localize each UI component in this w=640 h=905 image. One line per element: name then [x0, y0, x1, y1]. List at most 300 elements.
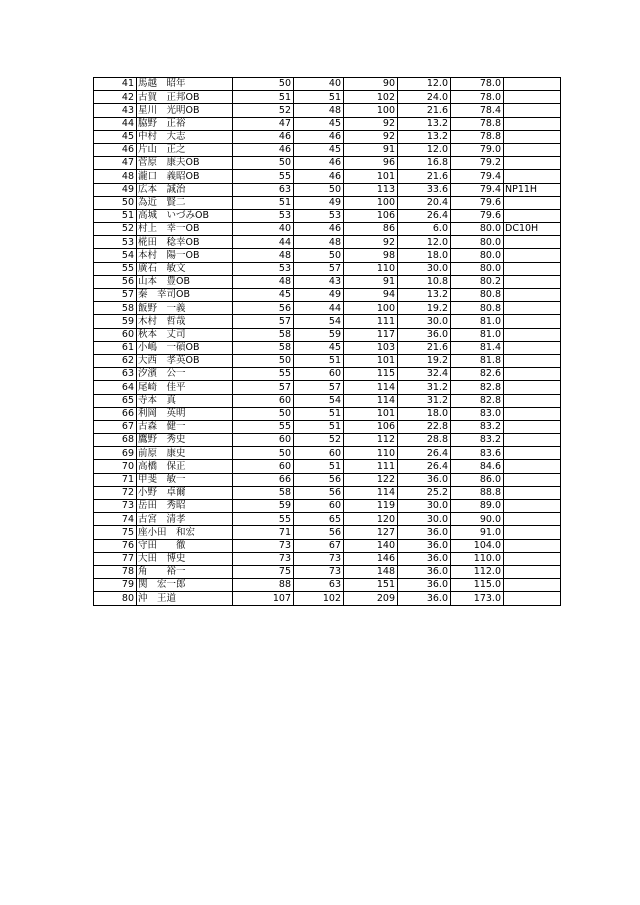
rank-cell: 77 [94, 552, 137, 565]
table-row [94, 592, 561, 605]
total-cell: 122 [344, 473, 398, 486]
handicap-cell: 18.0 [398, 249, 451, 262]
score-b-cell: 60 [294, 368, 344, 381]
score-a-cell: 51 [233, 196, 294, 209]
score-b-cell: 56 [294, 486, 344, 499]
note-cell [504, 592, 561, 605]
note-cell: DC10H [504, 223, 561, 236]
player-name-cell: 沖 王道 [137, 592, 233, 605]
score-a-cell: 73 [233, 552, 294, 565]
score-a-cell: 50 [233, 407, 294, 420]
rank-cell: 46 [94, 143, 137, 156]
note-cell [504, 539, 561, 552]
score-b-cell: 46 [294, 223, 344, 236]
total-cell: 91 [344, 143, 398, 156]
net-score-cell: 81.0 [451, 328, 504, 341]
note-cell [504, 460, 561, 473]
score-a-cell: 59 [233, 500, 294, 513]
note-cell [504, 170, 561, 183]
player-name-cell: 高橋 保正 [137, 460, 233, 473]
player-name-cell: 馬越 昭年 [137, 78, 233, 91]
player-name-cell: 小嶋 一碩OB [137, 341, 233, 354]
handicap-cell: 30.0 [398, 500, 451, 513]
rank-cell: 67 [94, 420, 137, 433]
net-score-cell: 80.8 [451, 289, 504, 302]
table-row [94, 249, 561, 262]
handicap-cell: 21.6 [398, 104, 451, 117]
rank-cell: 73 [94, 500, 137, 513]
score-b-cell: 73 [294, 552, 344, 565]
note-cell [504, 236, 561, 249]
score-b-cell: 53 [294, 209, 344, 222]
net-score-cell: 78.0 [451, 78, 504, 91]
score-b-cell: 50 [294, 249, 344, 262]
score-b-cell: 51 [294, 407, 344, 420]
score-b-cell: 50 [294, 183, 344, 196]
handicap-cell: 25.2 [398, 486, 451, 499]
rank-cell: 79 [94, 579, 137, 592]
net-score-cell: 81.8 [451, 354, 504, 367]
score-a-cell: 45 [233, 289, 294, 302]
note-cell [504, 196, 561, 209]
note-cell [504, 526, 561, 539]
table-row [94, 354, 561, 367]
score-a-cell: 50 [233, 354, 294, 367]
table-row [94, 394, 561, 407]
score-b-cell: 54 [294, 315, 344, 328]
score-b-cell: 48 [294, 236, 344, 249]
score-b-cell: 40 [294, 78, 344, 91]
score-a-cell: 55 [233, 368, 294, 381]
rank-cell: 42 [94, 91, 137, 104]
total-cell: 209 [344, 592, 398, 605]
total-cell: 114 [344, 394, 398, 407]
handicap-cell: 10.8 [398, 275, 451, 288]
player-name-cell: 瀧口 義昭OB [137, 170, 233, 183]
table-row [94, 447, 561, 460]
net-score-cell: 115.0 [451, 579, 504, 592]
score-b-cell: 43 [294, 275, 344, 288]
handicap-cell: 13.2 [398, 289, 451, 302]
player-name-cell: 利岡 英明 [137, 407, 233, 420]
rank-cell: 59 [94, 315, 137, 328]
handicap-cell: 33.6 [398, 183, 451, 196]
player-name-cell: 古森 健一 [137, 420, 233, 433]
total-cell: 98 [344, 249, 398, 262]
handicap-cell: 30.0 [398, 513, 451, 526]
total-cell: 117 [344, 328, 398, 341]
score-b-cell: 45 [294, 143, 344, 156]
score-a-cell: 50 [233, 447, 294, 460]
score-a-cell: 107 [233, 592, 294, 605]
rank-cell: 68 [94, 434, 137, 447]
rank-cell: 48 [94, 170, 137, 183]
total-cell: 148 [344, 565, 398, 578]
handicap-cell: 30.0 [398, 315, 451, 328]
net-score-cell: 82.8 [451, 381, 504, 394]
table-row [94, 143, 561, 156]
rank-cell: 70 [94, 460, 137, 473]
note-cell: NP11H [504, 183, 561, 196]
note-cell [504, 579, 561, 592]
score-a-cell: 60 [233, 434, 294, 447]
score-a-cell: 58 [233, 486, 294, 499]
player-name-cell: 菅原 康夫OB [137, 157, 233, 170]
rank-cell: 76 [94, 539, 137, 552]
player-name-cell: 大西 孝英OB [137, 354, 233, 367]
net-score-cell: 80.0 [451, 236, 504, 249]
handicap-cell: 18.0 [398, 407, 451, 420]
player-name-cell: 寺本 真 [137, 394, 233, 407]
table-row [94, 526, 561, 539]
rank-cell: 50 [94, 196, 137, 209]
note-cell [504, 420, 561, 433]
net-score-cell: 78.4 [451, 104, 504, 117]
player-name-cell: 村上 幸一OB [137, 223, 233, 236]
score-b-cell: 44 [294, 302, 344, 315]
net-score-cell: 83.2 [451, 434, 504, 447]
table-row [94, 104, 561, 117]
score-b-cell: 49 [294, 289, 344, 302]
rank-cell: 52 [94, 223, 137, 236]
player-name-cell: 中村 大志 [137, 130, 233, 143]
rank-cell: 72 [94, 486, 137, 499]
rank-cell: 60 [94, 328, 137, 341]
table-row [94, 117, 561, 130]
rank-cell: 56 [94, 275, 137, 288]
table-row [94, 209, 561, 222]
net-score-cell: 91.0 [451, 526, 504, 539]
score-b-cell: 48 [294, 104, 344, 117]
note-cell [504, 500, 561, 513]
total-cell: 115 [344, 368, 398, 381]
rank-cell: 69 [94, 447, 137, 460]
handicap-cell: 24.0 [398, 91, 451, 104]
net-score-cell: 78.8 [451, 117, 504, 130]
score-a-cell: 48 [233, 249, 294, 262]
player-name-cell: 岳田 秀昭 [137, 500, 233, 513]
handicap-cell: 20.4 [398, 196, 451, 209]
note-cell [504, 381, 561, 394]
total-cell: 91 [344, 275, 398, 288]
handicap-cell: 36.0 [398, 526, 451, 539]
score-b-cell: 57 [294, 262, 344, 275]
handicap-cell: 36.0 [398, 579, 451, 592]
score-b-cell: 63 [294, 579, 344, 592]
score-b-cell: 45 [294, 117, 344, 130]
net-score-cell: 82.6 [451, 368, 504, 381]
table-row [94, 196, 561, 209]
score-a-cell: 55 [233, 170, 294, 183]
note-cell [504, 552, 561, 565]
score-b-cell: 46 [294, 130, 344, 143]
table-row [94, 368, 561, 381]
handicap-cell: 19.2 [398, 302, 451, 315]
table-row [94, 78, 561, 91]
total-cell: 111 [344, 460, 398, 473]
handicap-cell: 36.0 [398, 592, 451, 605]
total-cell: 119 [344, 500, 398, 513]
table-row [94, 341, 561, 354]
player-name-cell: 高城 いづみOB [137, 209, 233, 222]
table-row [94, 157, 561, 170]
total-cell: 103 [344, 341, 398, 354]
note-cell [504, 354, 561, 367]
net-score-cell: 110.0 [451, 552, 504, 565]
net-score-cell: 81.0 [451, 315, 504, 328]
rank-cell: 58 [94, 302, 137, 315]
score-b-cell: 67 [294, 539, 344, 552]
note-cell [504, 434, 561, 447]
note-cell [504, 289, 561, 302]
table-row [94, 473, 561, 486]
results-table-body [94, 78, 561, 606]
score-a-cell: 46 [233, 143, 294, 156]
player-name-cell: 座小田 和宏 [137, 526, 233, 539]
net-score-cell: 78.8 [451, 130, 504, 143]
rank-cell: 64 [94, 381, 137, 394]
note-cell [504, 394, 561, 407]
score-b-cell: 51 [294, 420, 344, 433]
score-a-cell: 50 [233, 78, 294, 91]
table-row [94, 513, 561, 526]
table-row [94, 552, 561, 565]
net-score-cell: 173.0 [451, 592, 504, 605]
score-b-cell: 46 [294, 157, 344, 170]
score-a-cell: 50 [233, 157, 294, 170]
player-name-cell: 星川 光明OB [137, 104, 233, 117]
player-name-cell: 鷹野 秀史 [137, 434, 233, 447]
score-b-cell: 57 [294, 381, 344, 394]
table-row [94, 420, 561, 433]
score-b-cell: 73 [294, 565, 344, 578]
total-cell: 127 [344, 526, 398, 539]
score-a-cell: 71 [233, 526, 294, 539]
net-score-cell: 79.4 [451, 170, 504, 183]
rank-cell: 51 [94, 209, 137, 222]
total-cell: 101 [344, 354, 398, 367]
net-score-cell: 90.0 [451, 513, 504, 526]
score-b-cell: 56 [294, 526, 344, 539]
player-name-cell: 廣石 敏文 [137, 262, 233, 275]
note-cell [504, 209, 561, 222]
score-b-cell: 51 [294, 354, 344, 367]
score-b-cell: 49 [294, 196, 344, 209]
total-cell: 106 [344, 209, 398, 222]
total-cell: 151 [344, 579, 398, 592]
player-name-cell: 大田 博史 [137, 552, 233, 565]
net-score-cell: 79.6 [451, 209, 504, 222]
rank-cell: 53 [94, 236, 137, 249]
table-row [94, 223, 561, 236]
note-cell [504, 78, 561, 91]
net-score-cell: 80.0 [451, 262, 504, 275]
handicap-cell: 36.0 [398, 328, 451, 341]
net-score-cell: 80.0 [451, 223, 504, 236]
handicap-cell: 30.0 [398, 262, 451, 275]
total-cell: 106 [344, 420, 398, 433]
handicap-cell: 31.2 [398, 381, 451, 394]
rank-cell: 63 [94, 368, 137, 381]
player-name-cell: 椛田 稔幸OB [137, 236, 233, 249]
player-name-cell: 本村 陽一OB [137, 249, 233, 262]
player-name-cell: 甲斐 敏一 [137, 473, 233, 486]
handicap-cell: 36.0 [398, 539, 451, 552]
total-cell: 112 [344, 434, 398, 447]
note-cell [504, 104, 561, 117]
score-a-cell: 53 [233, 262, 294, 275]
score-a-cell: 66 [233, 473, 294, 486]
net-score-cell: 79.6 [451, 196, 504, 209]
score-b-cell: 102 [294, 592, 344, 605]
handicap-cell: 26.4 [398, 209, 451, 222]
rank-cell: 78 [94, 565, 137, 578]
handicap-cell: 21.6 [398, 170, 451, 183]
score-b-cell: 65 [294, 513, 344, 526]
rank-cell: 45 [94, 130, 137, 143]
table-row [94, 434, 561, 447]
total-cell: 111 [344, 315, 398, 328]
note-cell [504, 565, 561, 578]
net-score-cell: 83.6 [451, 447, 504, 460]
rank-cell: 57 [94, 289, 137, 302]
table-row [94, 262, 561, 275]
rank-cell: 61 [94, 341, 137, 354]
net-score-cell: 83.0 [451, 407, 504, 420]
score-a-cell: 52 [233, 104, 294, 117]
score-b-cell: 59 [294, 328, 344, 341]
total-cell: 100 [344, 302, 398, 315]
table-row [94, 236, 561, 249]
rank-cell: 47 [94, 157, 137, 170]
note-cell [504, 117, 561, 130]
note-cell [504, 486, 561, 499]
handicap-cell: 12.0 [398, 143, 451, 156]
score-b-cell: 52 [294, 434, 344, 447]
net-score-cell: 80.8 [451, 302, 504, 315]
rank-cell: 55 [94, 262, 137, 275]
total-cell: 90 [344, 78, 398, 91]
player-name-cell: 角 裕一 [137, 565, 233, 578]
handicap-cell: 19.2 [398, 354, 451, 367]
score-a-cell: 56 [233, 302, 294, 315]
handicap-cell: 31.2 [398, 394, 451, 407]
table-row [94, 565, 561, 578]
table-row [94, 315, 561, 328]
net-score-cell: 80.0 [451, 249, 504, 262]
rank-cell: 80 [94, 592, 137, 605]
handicap-cell: 13.2 [398, 130, 451, 143]
score-a-cell: 55 [233, 420, 294, 433]
score-a-cell: 63 [233, 183, 294, 196]
score-a-cell: 44 [233, 236, 294, 249]
total-cell: 92 [344, 130, 398, 143]
score-b-cell: 45 [294, 341, 344, 354]
player-name-cell: 前原 康史 [137, 447, 233, 460]
total-cell: 96 [344, 157, 398, 170]
total-cell: 110 [344, 262, 398, 275]
table-row [94, 579, 561, 592]
handicap-cell: 12.0 [398, 236, 451, 249]
handicap-cell: 13.2 [398, 117, 451, 130]
table-row [94, 170, 561, 183]
handicap-cell: 22.8 [398, 420, 451, 433]
player-name-cell: 古宮 清孝 [137, 513, 233, 526]
score-a-cell: 57 [233, 315, 294, 328]
total-cell: 110 [344, 447, 398, 460]
net-score-cell: 104.0 [451, 539, 504, 552]
note-cell [504, 315, 561, 328]
score-a-cell: 60 [233, 460, 294, 473]
score-a-cell: 47 [233, 117, 294, 130]
note-cell [504, 513, 561, 526]
total-cell: 92 [344, 236, 398, 249]
table-row [94, 130, 561, 143]
score-b-cell: 54 [294, 394, 344, 407]
handicap-cell: 26.4 [398, 447, 451, 460]
net-score-cell: 84.6 [451, 460, 504, 473]
net-score-cell: 86.0 [451, 473, 504, 486]
total-cell: 100 [344, 104, 398, 117]
table-row [94, 91, 561, 104]
score-a-cell: 40 [233, 223, 294, 236]
table-row [94, 289, 561, 302]
player-name-cell: 為近 賢二 [137, 196, 233, 209]
handicap-cell: 16.8 [398, 157, 451, 170]
score-b-cell: 56 [294, 473, 344, 486]
note-cell [504, 91, 561, 104]
score-a-cell: 75 [233, 565, 294, 578]
total-cell: 113 [344, 183, 398, 196]
score-b-cell: 51 [294, 460, 344, 473]
rank-cell: 62 [94, 354, 137, 367]
score-a-cell: 88 [233, 579, 294, 592]
table-row [94, 407, 561, 420]
table-row [94, 381, 561, 394]
total-cell: 86 [344, 223, 398, 236]
handicap-cell: 36.0 [398, 473, 451, 486]
net-score-cell: 83.2 [451, 420, 504, 433]
table-row [94, 460, 561, 473]
score-a-cell: 58 [233, 328, 294, 341]
rank-cell: 54 [94, 249, 137, 262]
player-name-cell: 汐濱 公一 [137, 368, 233, 381]
net-score-cell: 112.0 [451, 565, 504, 578]
score-a-cell: 58 [233, 341, 294, 354]
net-score-cell: 79.4 [451, 183, 504, 196]
total-cell: 140 [344, 539, 398, 552]
score-b-cell: 51 [294, 91, 344, 104]
player-name-cell: 広本 誠治 [137, 183, 233, 196]
note-cell [504, 262, 561, 275]
note-cell [504, 328, 561, 341]
net-score-cell: 81.4 [451, 341, 504, 354]
player-name-cell: 片山 正之 [137, 143, 233, 156]
total-cell: 102 [344, 91, 398, 104]
note-cell [504, 473, 561, 486]
table-row [94, 328, 561, 341]
handicap-cell: 32.4 [398, 368, 451, 381]
handicap-cell: 12.0 [398, 78, 451, 91]
total-cell: 114 [344, 381, 398, 394]
table-row [94, 275, 561, 288]
note-cell [504, 302, 561, 315]
player-name-cell: 関 宏一郎 [137, 579, 233, 592]
table-row [94, 183, 561, 196]
handicap-cell: 26.4 [398, 460, 451, 473]
rank-cell: 71 [94, 473, 137, 486]
net-score-cell: 79.2 [451, 157, 504, 170]
